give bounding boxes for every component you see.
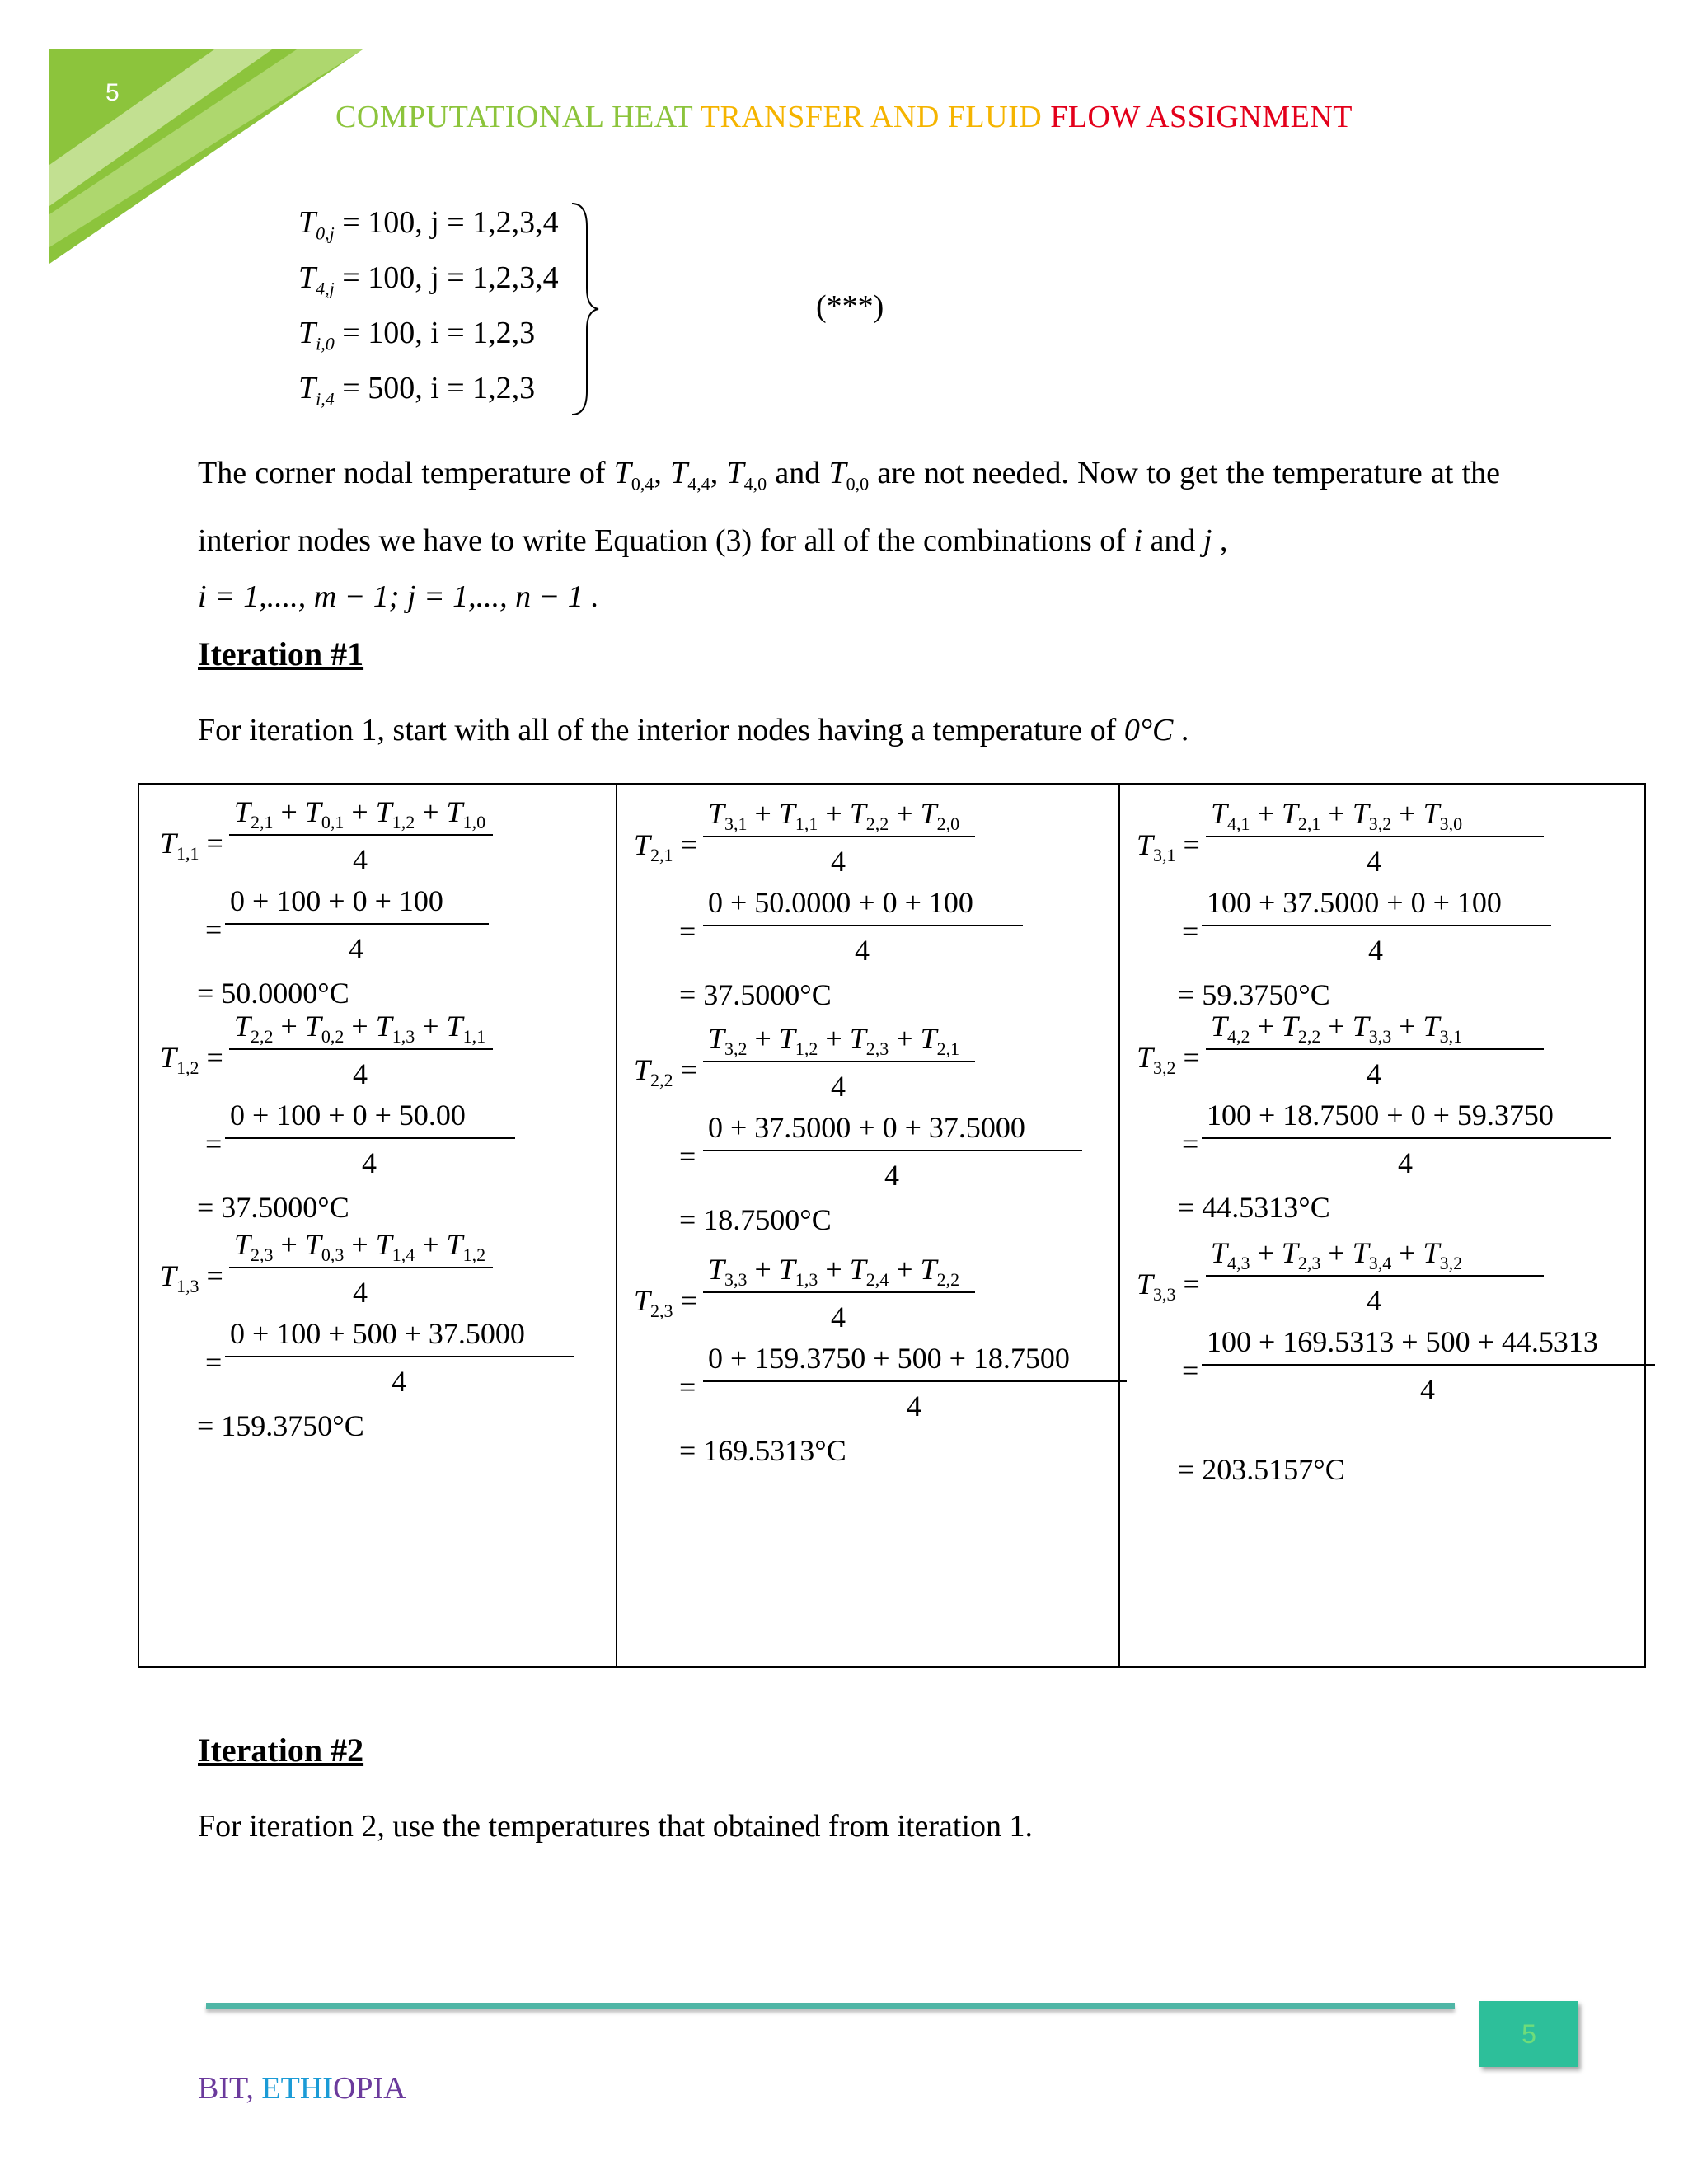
substituted-values: 0 + 100 + 0 + 100 bbox=[230, 884, 443, 917]
substituted-values: 100 + 169.5313 + 500 + 44.5313 bbox=[1207, 1325, 1598, 1358]
fraction-bar bbox=[1202, 925, 1551, 926]
result-t32: = 44.5313°C bbox=[1178, 1191, 1330, 1224]
iteration-1-heading: Iteration #1 bbox=[198, 635, 364, 673]
page-number-top: 5 bbox=[106, 79, 120, 106]
formula-denominator: 4 bbox=[353, 1057, 368, 1090]
fraction-bar bbox=[225, 923, 489, 925]
lhs-t13: $T_{1,3}$ = bbox=[160, 1259, 223, 1297]
fraction-bar bbox=[703, 1291, 975, 1293]
equation-tag: (***) bbox=[816, 289, 884, 324]
footer-page-box: 5 bbox=[1479, 2001, 1578, 2067]
formula-denominator: 4 bbox=[353, 1276, 368, 1309]
formula-denominator: 4 bbox=[392, 1365, 406, 1398]
fraction-bar bbox=[703, 836, 975, 837]
formula-numerator: $T_{4,3} + T_{2,3} + T_{3,4} + T_{3,2}$ bbox=[1211, 1236, 1463, 1274]
formula-denominator: 4 bbox=[907, 1390, 921, 1422]
substituted-values: 0 + 100 + 0 + 50.00 bbox=[230, 1099, 466, 1132]
footer-bar bbox=[206, 2003, 1455, 2009]
fraction-bar bbox=[225, 1356, 574, 1357]
fraction-bar bbox=[229, 834, 493, 836]
equals-sign: = bbox=[679, 1371, 696, 1404]
lhs-t22: $T_{2,2}$ = bbox=[634, 1053, 697, 1091]
formula-numerator: $T_{2,2} + T_{0,2} + T_{1,3} + T_{1,1}$ bbox=[234, 1010, 486, 1047]
formula-denominator: 4 bbox=[831, 1070, 846, 1103]
formula-denominator: 4 bbox=[353, 843, 368, 876]
fraction-bar bbox=[703, 1380, 1127, 1382]
result-t33: = 203.5157°C bbox=[1178, 1453, 1345, 1486]
formula-numerator: $T_{3,1} + T_{1,1} + T_{2,2} + T_{2,0}$ bbox=[708, 797, 960, 835]
formula-denominator: 4 bbox=[1368, 934, 1383, 967]
fraction-bar bbox=[1202, 1137, 1611, 1139]
page-header bbox=[0, 99, 1688, 135]
column-2 bbox=[617, 784, 1119, 1667]
substituted-values: 0 + 50.0000 + 0 + 100 bbox=[708, 886, 973, 919]
substituted-values: 100 + 18.7500 + 0 + 59.3750 bbox=[1207, 1099, 1554, 1132]
substituted-values: 0 + 100 + 500 + 37.5000 bbox=[230, 1317, 525, 1350]
formula-numerator: $T_{3,2} + T_{1,2} + T_{2,3} + T_{2,1}$ bbox=[708, 1022, 960, 1060]
equals-sign: = bbox=[1182, 1354, 1199, 1387]
boundary-line-4: $T_{i,4} = 500$, i = 1,2,3 bbox=[298, 371, 536, 410]
formula-numerator: $T_{2,3} + T_{0,3} + T_{1,4} + T_{1,2}$ bbox=[234, 1228, 486, 1266]
formula-denominator: 4 bbox=[1367, 845, 1381, 878]
formula-numerator: $T_{4,2} + T_{2,2} + T_{3,3} + T_{3,1}$ bbox=[1211, 1010, 1463, 1047]
formula-denominator: 4 bbox=[1367, 1057, 1381, 1090]
formula-denominator: 4 bbox=[831, 1301, 846, 1333]
result-t31: = 59.3750°C bbox=[1178, 978, 1330, 1011]
fraction-bar bbox=[1206, 1275, 1544, 1277]
equals-sign: = bbox=[205, 1127, 223, 1160]
right-brace-icon bbox=[569, 202, 602, 416]
formula-numerator: $T_{4,1} + T_{2,1} + T_{3,2} + T_{3,0}$ bbox=[1211, 797, 1463, 835]
equals-sign: = bbox=[679, 915, 696, 948]
formula-denominator: 4 bbox=[831, 845, 846, 878]
formula-denominator: 4 bbox=[1420, 1373, 1435, 1406]
lhs-t31: $T_{3,1}$ = bbox=[1137, 828, 1200, 866]
lhs-t11: $T_{1,1}$ = bbox=[160, 827, 223, 865]
formula-numerator: $T_{2,1} + T_{0,1} + T_{1,2} + T_{1,0}$ bbox=[234, 795, 486, 833]
fraction-bar bbox=[703, 1061, 975, 1062]
equals-sign: = bbox=[1182, 1127, 1199, 1160]
lhs-t12: $T_{1,2}$ = bbox=[160, 1041, 223, 1079]
result-t11: = 50.0000°C bbox=[197, 977, 349, 1010]
formula-numerator: $T_{3,3} + T_{1,3} + T_{2,4} + T_{2,2}$ bbox=[708, 1253, 960, 1291]
result-t23: = 169.5313°C bbox=[679, 1434, 846, 1467]
fraction-bar bbox=[229, 1048, 493, 1050]
equals-sign: = bbox=[679, 1140, 696, 1173]
boundary-line-3: $T_{i,0} = 100$, i = 1,2,3 bbox=[298, 316, 536, 354]
substituted-values: 100 + 37.5000 + 0 + 100 bbox=[1207, 886, 1502, 919]
formula-denominator: 4 bbox=[884, 1159, 899, 1192]
iteration-2-text: For iteration 2, use the temperatures that obtained from iteration 1. bbox=[198, 1809, 1034, 1844]
fraction-bar bbox=[703, 925, 1023, 926]
result-t22: = 18.7500°C bbox=[679, 1203, 832, 1236]
iteration-1-text: For iteration 1, start with all of the interior nodes having a temperature of 0°C . bbox=[198, 713, 1189, 748]
fraction-bar bbox=[1206, 1048, 1544, 1050]
result-t12: = 37.5000°C bbox=[197, 1191, 349, 1224]
boundary-line-1: $T_{0,j} = 100$, j = 1,2,3,4 bbox=[298, 205, 559, 244]
iteration-2-heading: Iteration #2 bbox=[198, 1732, 364, 1769]
formula-denominator: 4 bbox=[362, 1146, 377, 1179]
boundary-line-2: $T_{4,j} = 100$, j = 1,2,3,4 bbox=[298, 260, 559, 299]
iteration-1-table bbox=[138, 783, 1646, 1668]
fraction-bar bbox=[225, 1137, 515, 1139]
footer-location: BIT, ETHIOPIA bbox=[198, 2071, 406, 2106]
fraction-bar bbox=[1206, 836, 1544, 837]
substituted-values: 0 + 37.5000 + 0 + 37.5000 bbox=[708, 1111, 1025, 1144]
lhs-t23: $T_{2,3}$ = bbox=[634, 1284, 697, 1322]
column-1 bbox=[138, 784, 617, 1667]
equals-sign: = bbox=[205, 913, 223, 946]
lhs-t33: $T_{3,3}$ = bbox=[1137, 1268, 1200, 1305]
formula-denominator: 4 bbox=[855, 934, 870, 967]
result-t21: = 37.5000°C bbox=[679, 978, 832, 1011]
equals-sign: = bbox=[205, 1346, 223, 1379]
fraction-bar bbox=[229, 1267, 493, 1268]
intro-paragraph: The corner nodal temperature of $T_{0,4}$, $T_{4,4}$, $T_{4,0}$ and $T_{0,0}$ are not needed. Now to get the temperature at the interior nodes we have to write Equation (3) for all of the combinations of i and j , i = 1,...., m − 1; j = 1,..., n − 1 . bbox=[198, 456, 1501, 614]
formula-denominator: 4 bbox=[349, 932, 363, 965]
column-3 bbox=[1119, 784, 1645, 1667]
header-part2: TRANSFER AND FLUID bbox=[700, 100, 1051, 134]
lhs-t21: $T_{2,1}$ = bbox=[634, 828, 697, 866]
result-t13: = 159.3750°C bbox=[197, 1409, 364, 1442]
fraction-bar bbox=[1202, 1364, 1655, 1366]
substituted-values: 0 + 159.3750 + 500 + 18.7500 bbox=[708, 1342, 1070, 1375]
header-part1: COMPUTATIONAL HEAT bbox=[335, 100, 701, 134]
fraction-bar bbox=[703, 1150, 1082, 1151]
lhs-t32: $T_{3,2}$ = bbox=[1137, 1041, 1200, 1079]
header-part3: FLOW ASSIGNMENT bbox=[1050, 100, 1353, 134]
equals-sign: = bbox=[1182, 915, 1199, 948]
formula-denominator: 4 bbox=[1398, 1146, 1413, 1179]
formula-denominator: 4 bbox=[1367, 1284, 1381, 1317]
